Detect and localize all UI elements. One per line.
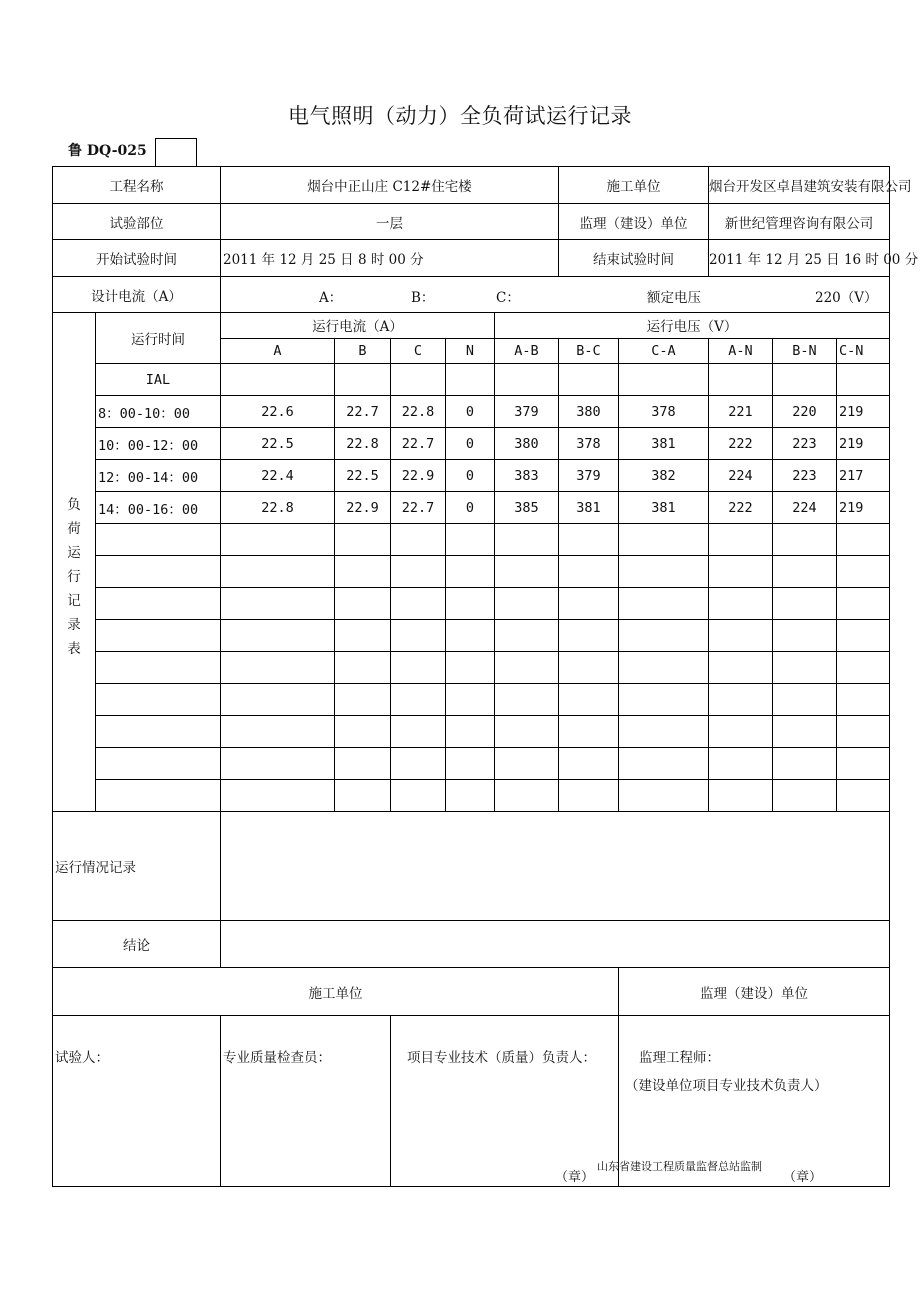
cell: 22.6: [221, 396, 335, 428]
table-row: [53, 396, 890, 428]
cell: 382: [619, 460, 709, 492]
voltage-header: 运行电压（V）: [495, 313, 890, 339]
cell: 381: [619, 492, 709, 524]
cell: [559, 364, 619, 396]
signature-contractor-label: 施工单位: [53, 968, 619, 1016]
cell: 381: [619, 428, 709, 460]
design-current-label: 设计电流（A）: [53, 277, 221, 313]
cell: [709, 364, 773, 396]
empty-row: [53, 556, 890, 588]
cell: 22.5: [335, 460, 391, 492]
table-row: [53, 364, 890, 396]
conclusion-value: [221, 921, 890, 968]
side-char: 行: [67, 569, 81, 585]
tech-lead-label: 项目专业技术（质量）负责人：: [407, 1050, 596, 1066]
row-project: [53, 167, 890, 204]
cell: 219: [837, 492, 890, 524]
cell: 223: [773, 460, 837, 492]
cell: 385: [495, 492, 559, 524]
empty-row: [53, 588, 890, 620]
cell: [391, 364, 446, 396]
cell: [446, 364, 495, 396]
empty-row: [53, 684, 890, 716]
conclusion-label: 结论: [53, 921, 221, 968]
cell: 224: [773, 492, 837, 524]
log-side-label: [53, 313, 96, 812]
cell: 22.4: [221, 460, 335, 492]
design-current-values: [221, 277, 890, 313]
side-char: 运: [67, 545, 81, 561]
project-name-value: 烟台中正山庄 C12#住宅楼: [221, 167, 559, 204]
log-header-1: [53, 313, 890, 339]
cell: 0: [446, 428, 495, 460]
cell: 22.8: [391, 396, 446, 428]
col-n: N: [446, 338, 495, 364]
cell: 222: [709, 428, 773, 460]
row-test-part: [53, 204, 890, 240]
empty-row: [53, 779, 890, 811]
run-record-label: 运行情况记录: [53, 812, 221, 921]
cell: 378: [559, 428, 619, 460]
cell: 379: [559, 460, 619, 492]
supervisor-label: 监理（建设）单位: [559, 204, 709, 240]
form-code: 鲁 DQ-025: [68, 143, 147, 159]
row-run-record: [53, 812, 890, 921]
inspector-label: 专业质量检查员：: [221, 1016, 391, 1187]
cell: 223: [773, 428, 837, 460]
design-current-b-label: B：: [411, 290, 435, 306]
col-c: C: [391, 338, 446, 364]
time-header: 运行时间: [96, 313, 221, 364]
rated-voltage-value: 220（V）: [815, 290, 878, 306]
side-char: 录: [67, 617, 81, 633]
supervisor-stamp: （章）: [783, 1170, 823, 1185]
cell: 219: [837, 396, 890, 428]
cell: 217: [837, 460, 890, 492]
col-ca: C-A: [619, 338, 709, 364]
col-an: A-N: [709, 338, 773, 364]
engineer-label: 监理工程师：: [639, 1050, 720, 1066]
design-current-a-label: A：: [319, 290, 343, 306]
empty-row: [53, 524, 890, 556]
cell: 224: [709, 460, 773, 492]
cell: 22.7: [391, 428, 446, 460]
col-ab: A-B: [495, 338, 559, 364]
empty-row: [53, 715, 890, 747]
contractor-stamp: （章）: [555, 1170, 595, 1185]
cell: 220: [773, 396, 837, 428]
col-bc: B-C: [559, 338, 619, 364]
cell: [221, 364, 335, 396]
cell: 222: [709, 492, 773, 524]
page-title: 电气照明（动力）全负荷试运行记录: [288, 104, 632, 128]
empty-row: [53, 747, 890, 779]
cell: 0: [446, 396, 495, 428]
end-time-value: 2011 年 12 月 25 日 16 时 00 分: [709, 240, 890, 277]
test-part-value: 一层: [221, 204, 559, 240]
row-time: [53, 240, 890, 277]
empty-row: [53, 652, 890, 684]
cell: 379: [495, 396, 559, 428]
owner-rep-label: （建设单位项目专业技术负责人）: [625, 1078, 828, 1094]
row-time: 8：00-10：00: [96, 396, 221, 428]
contractor-label: 施工单位: [559, 167, 709, 204]
cell: [837, 364, 890, 396]
supervisor-value: 新世纪管理咨询有限公司: [709, 204, 890, 240]
start-time-label: 开始试验时间: [53, 240, 221, 277]
tester-label: 试验人：: [53, 1016, 221, 1187]
cell: 22.8: [221, 492, 335, 524]
cell: 22.7: [391, 492, 446, 524]
start-time-value: 2011 年 12 月 25 日 8 时 00 分: [221, 240, 559, 277]
side-char: 表: [67, 641, 81, 657]
signature-supervisor-label: 监理（建设）单位: [619, 968, 890, 1016]
side-char: 负: [67, 497, 81, 513]
col-cn: C-N: [837, 338, 890, 364]
cell: 221: [709, 396, 773, 428]
end-time-label: 结束试验时间: [559, 240, 709, 277]
empty-row: [53, 620, 890, 652]
cell: 381: [559, 492, 619, 524]
row-time: 10：00-12：00: [96, 428, 221, 460]
table-row: [53, 460, 890, 492]
cell: 22.7: [335, 396, 391, 428]
cell: 0: [446, 460, 495, 492]
cell: 22.5: [221, 428, 335, 460]
cell: 383: [495, 460, 559, 492]
row-time: IAL: [96, 364, 221, 396]
project-name-label: 工程名称: [53, 167, 221, 204]
row-time: 14：00-16：00: [96, 492, 221, 524]
cell: [335, 364, 391, 396]
contractor-value: 烟台开发区卓昌建筑安装有限公司: [709, 167, 890, 204]
cell: 380: [559, 396, 619, 428]
row-signature-header: [53, 968, 890, 1016]
cell: 22.9: [391, 460, 446, 492]
cell: 22.9: [335, 492, 391, 524]
col-b: B: [335, 338, 391, 364]
tech-lead-cell: [391, 1016, 619, 1187]
row-design-current: [53, 277, 890, 313]
form-code-box: [155, 138, 197, 166]
row-signatures: [53, 1016, 890, 1187]
side-char: 荷: [67, 521, 81, 537]
design-current-c-label: C：: [496, 290, 520, 306]
record-table: [52, 166, 919, 1187]
row-conclusion: [53, 921, 890, 968]
table-row: [53, 492, 890, 524]
cell: [495, 364, 559, 396]
cell: 219: [837, 428, 890, 460]
side-char: 记: [67, 593, 81, 609]
table-row: [53, 428, 890, 460]
cell: [773, 364, 837, 396]
run-record-value: [221, 812, 890, 921]
test-part-label: 试验部位: [53, 204, 221, 240]
col-a: A: [221, 338, 335, 364]
cell: 22.8: [335, 428, 391, 460]
cell: 380: [495, 428, 559, 460]
current-header: 运行电流（A）: [221, 313, 495, 339]
cell: [619, 364, 709, 396]
rated-voltage-label: 额定电压: [647, 290, 701, 306]
row-time: 12：00-14：00: [96, 460, 221, 492]
footer-note: 山东省建设工程质量监督总站监制: [597, 1160, 762, 1173]
col-bn: B-N: [773, 338, 837, 364]
cell: 0: [446, 492, 495, 524]
cell: 378: [619, 396, 709, 428]
